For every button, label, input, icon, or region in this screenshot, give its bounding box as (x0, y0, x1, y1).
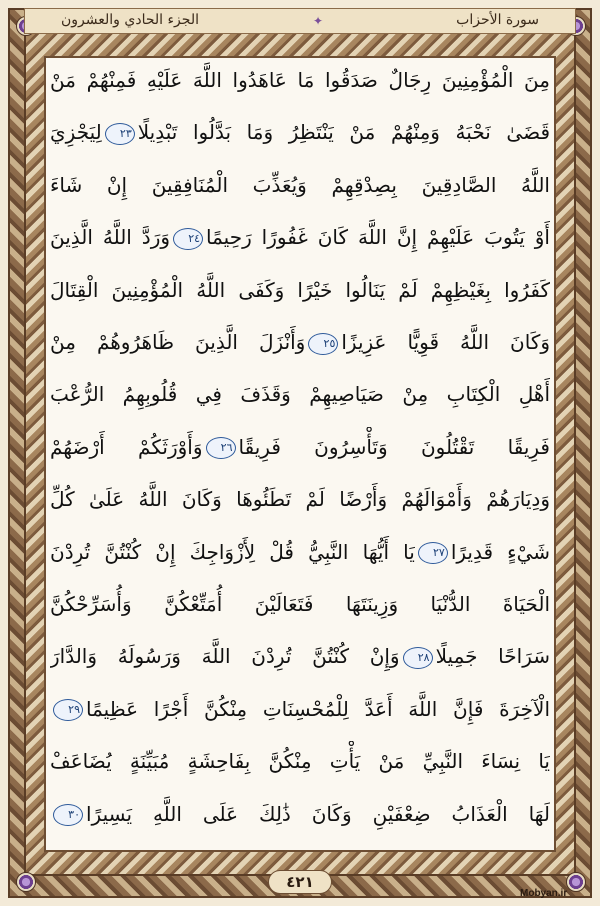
ayah-number-marker: ٢٧ (418, 542, 448, 564)
verse-line (50, 479, 550, 519)
header-ornament-icon: ✦ (312, 14, 324, 28)
ayah-number-marker: ٢٥ (308, 333, 338, 355)
verse-text-continuation: وَأَنْزَلَ الَّذِينَ ظَاهَرُوهُمْ مِنْ (50, 330, 306, 354)
verse-line (50, 165, 550, 205)
verse-text: الْحَيَاةَ الدُّنْيَا وَزِينَتَهَا فَتَعَالَيْنَ أُمَتِّعْكُنَّ وَأُسَرِّحْكُنَّ (50, 592, 550, 616)
surah-title: سورة الأحزاب (456, 12, 539, 28)
verse-text: فَرِيقًا تَقْتُلُونَ وَتَأْسِرُونَ فَرِيقًا (238, 434, 550, 459)
verse-text: يَا نِسَاءَ النَّبِيِّ مَنْ يَأْتِ مِنْكُنَّ بِفَاحِشَةٍ مُبَيِّنَةٍ يُضَاعَفْ (50, 749, 550, 774)
verse-line (50, 532, 550, 572)
verse-line (50, 584, 550, 624)
watermark: Mobyan.ir (520, 888, 568, 899)
ayah-number-marker: ٣٠ (53, 804, 83, 826)
verse-text: شَيْءٍ قَدِيرًا (450, 539, 550, 564)
verse-text: سَرَاحًا جَمِيلًا (435, 644, 550, 669)
verse-text: وَدِيَارَهُمْ وَأَمْوَالَهُمْ وَأَرْضًا لَمْ تَطَئُوهَا وَكَانَ اللَّهُ عَلَىٰ كُلِّ (50, 487, 550, 512)
verse-line (50, 741, 550, 781)
corner-rosette-icon (566, 872, 586, 892)
verse-line (50, 374, 550, 414)
verse-text: الْآخِرَةَ فَإِنَّ اللَّهَ أَعَدَّ لِلْمُحْسِنَاتِ مِنْكُنَّ أَجْرًا عَظِيمًا (86, 696, 550, 721)
ayah-number-marker: ٢٨ (403, 647, 433, 669)
verse-text: أَهْلِ الْكِتَابِ مِنْ صَيَاصِيهِمْ وَقَذَفَ فِي قُلُوبِهِمُ الرُّعْبَ (50, 382, 550, 407)
verse-text: أَوْ يَتُوبَ عَلَيْهِمْ إِنَّ اللَّهَ كَانَ غَفُورًا رَحِيمًا (206, 225, 550, 250)
ayah-number-marker: ٢٤ (173, 228, 203, 250)
verse-line (50, 112, 550, 152)
verse-line (50, 322, 550, 362)
verse-text-continuation: وَرَدَّ اللَّهُ الَّذِينَ (50, 225, 171, 250)
verse-text: مِنَ الْمُؤْمِنِينَ رِجَالٌ صَدَقُوا مَا عَاهَدُوا اللَّهَ عَلَيْهِ فَمِنْهُمْ مَنْ (50, 68, 550, 92)
verse-text: اللَّهُ الصَّادِقِينَ بِصِدْقِهِمْ وَيُعَذِّبَ الْمُنَافِقِينَ إِنْ شَاءَ (50, 172, 550, 197)
verse-text-continuation: لِيَجْزِيَ (50, 120, 102, 145)
verse-text-continuation: يَا أَيُّهَا النَّبِيُّ قُلْ لِأَزْوَاجِكَ إِنْ كُنْتُنَّ تُرِدْنَ (50, 539, 415, 564)
verse-text: وَكَانَ اللَّهُ قَوِيًّا عَزِيزًا (341, 330, 550, 354)
verse-line (50, 217, 550, 257)
ayah-number-marker: ٢٦ (206, 437, 236, 459)
ayah-number-marker: ٢٣ (105, 123, 135, 145)
verse-text: قَضَىٰ نَحْبَهُ وَمِنْهُمْ مَنْ يَنْتَظِرُ وَمَا بَدَّلُوا تَبْدِيلًا (137, 120, 550, 145)
page-number: ٤٢١ (268, 870, 332, 894)
verse-line (50, 636, 550, 676)
page-header (24, 8, 576, 34)
verse-line (50, 427, 550, 467)
corner-rosette-icon (16, 872, 36, 892)
verse-text-continuation: وَإِنْ كُنْتُنَّ تُرِدْنَ اللَّهَ وَرَسُولَهُ وَالدَّارَ (50, 644, 400, 669)
juz-title: الجزء الحادي والعشرون (61, 12, 199, 28)
verse-line (50, 794, 550, 834)
verse-text: لَهَا الْعَذَابُ ضِعْفَيْنِ وَكَانَ ذَٰلِكَ عَلَى اللَّهِ يَسِيرًا (86, 801, 550, 826)
verse-line (50, 60, 550, 100)
verse-text-continuation: وَأَوْرَثَكُمْ أَرْضَهُمْ (50, 434, 203, 459)
verse-text: كَفَرُوا بِغَيْظِهِمْ لَمْ يَنَالُوا خَيْرًا وَكَفَى اللَّهُ الْمُؤْمِنِينَ الْقِتَالَ (50, 277, 550, 302)
verse-line (50, 689, 550, 729)
ayah-number-marker: ٢٩ (53, 699, 83, 721)
verse-line (50, 270, 550, 310)
